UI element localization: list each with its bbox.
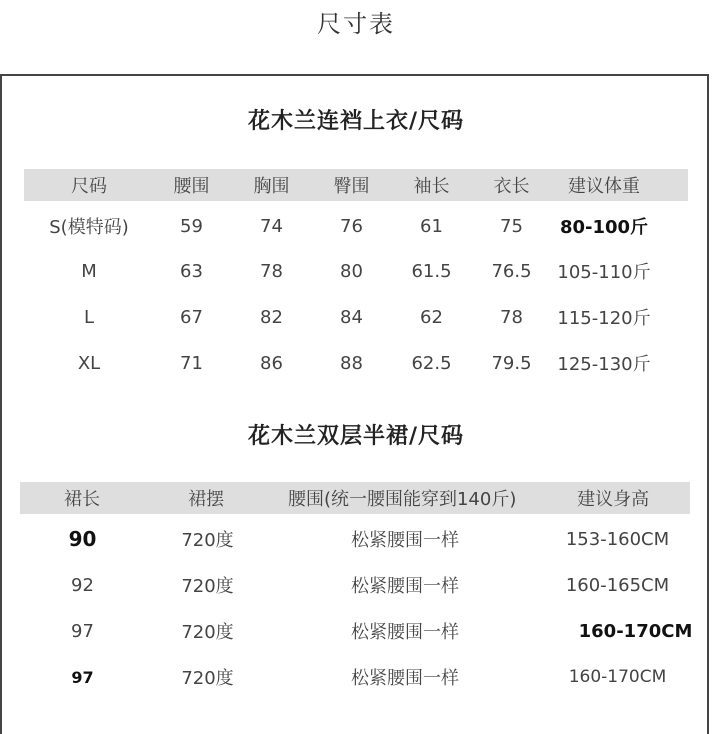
hip-cell: 80 <box>340 260 363 282</box>
length-cell: 76.5 <box>491 260 532 282</box>
waist-cell: 71 <box>180 352 203 374</box>
height-cell: 160-165CM <box>565 574 670 596</box>
length-cell: 79.5 <box>491 352 532 374</box>
col-height-header: 建议身高 <box>577 489 650 510</box>
size-cell: XL <box>77 352 101 374</box>
hem-cell: 720度 <box>181 668 234 689</box>
skirt-length-cell: 92 <box>71 574 94 596</box>
col-chest-header: 胸围 <box>253 176 290 197</box>
table-row <box>20 523 695 555</box>
weight-cell: 105-110斤 <box>557 262 651 283</box>
hip-cell: 76 <box>340 215 363 237</box>
height-cell: 153-160CM <box>565 528 670 550</box>
chest-cell: 86 <box>260 352 283 374</box>
sleeve-cell: 61.5 <box>411 260 452 282</box>
skirt-waist-cell: 松紧腰围一样 <box>351 622 459 643</box>
col-waist-header: 腰围 <box>173 176 210 197</box>
col-skirt-waist-header: 腰围(统一腰围能穿到140斤) <box>287 489 517 510</box>
skirt-length-cell: 97 <box>71 667 94 687</box>
height-cell: 160-170CM <box>568 667 667 687</box>
chest-cell: 82 <box>260 306 283 328</box>
table-row <box>20 569 695 601</box>
table-row <box>24 301 659 333</box>
waist-cell: 59 <box>180 215 203 237</box>
sleeve-cell: 62 <box>420 306 443 328</box>
chest-cell: 78 <box>260 260 283 282</box>
col-weight-header: 建议体重 <box>568 176 640 197</box>
waist-cell: 63 <box>180 260 203 282</box>
waist-cell: 67 <box>180 306 203 328</box>
hip-cell: 88 <box>340 352 363 374</box>
size-cell: M <box>81 260 97 282</box>
skirt-waist-cell: 松紧腰围一样 <box>351 530 459 551</box>
table-row <box>24 255 659 287</box>
hem-cell: 720度 <box>181 576 234 597</box>
hem-cell: 720度 <box>181 622 234 643</box>
weight-cell: 80-100斤 <box>559 217 649 238</box>
top-section-title: 花木兰连裆上衣/尺码 <box>247 109 465 134</box>
col-sleeve-header: 袖长 <box>413 176 450 197</box>
sleeve-cell: 61 <box>420 215 443 237</box>
skirt-section-title: 花木兰双层半裙/尺码 <box>247 424 465 449</box>
col-hem-header: 裙摆 <box>188 489 225 510</box>
length-cell: 75 <box>500 215 523 237</box>
weight-cell: 125-130斤 <box>557 354 651 375</box>
weight-cell: 115-120斤 <box>557 308 651 329</box>
top-table-header <box>24 169 688 201</box>
table-row <box>20 615 712 647</box>
skirt-waist-cell: 松紧腰围一样 <box>351 668 459 689</box>
chest-cell: 74 <box>260 215 283 237</box>
hip-cell: 84 <box>340 306 363 328</box>
length-cell: 78 <box>500 306 523 328</box>
size-cell: S(模特码) <box>49 217 129 238</box>
skirt-length-cell: 90 <box>68 527 97 551</box>
table-row <box>24 347 659 379</box>
table-row <box>24 210 659 242</box>
col-size-header: 尺码 <box>71 176 107 197</box>
table-row <box>20 661 695 693</box>
size-cell: L <box>83 306 95 328</box>
skirt-length-cell: 97 <box>71 620 94 642</box>
col-skirt-length-header: 裙长 <box>64 489 101 510</box>
height-cell: 160-170CM <box>578 620 693 642</box>
sleeve-cell: 62.5 <box>411 352 452 374</box>
col-length-header: 衣长 <box>493 176 530 197</box>
skirt-waist-cell: 松紧腰围一样 <box>351 576 459 597</box>
hem-cell: 720度 <box>181 530 234 551</box>
skirt-table-header <box>20 482 690 514</box>
page-title: 尺寸表 <box>317 10 395 38</box>
col-hip-header: 臀围 <box>333 176 370 197</box>
